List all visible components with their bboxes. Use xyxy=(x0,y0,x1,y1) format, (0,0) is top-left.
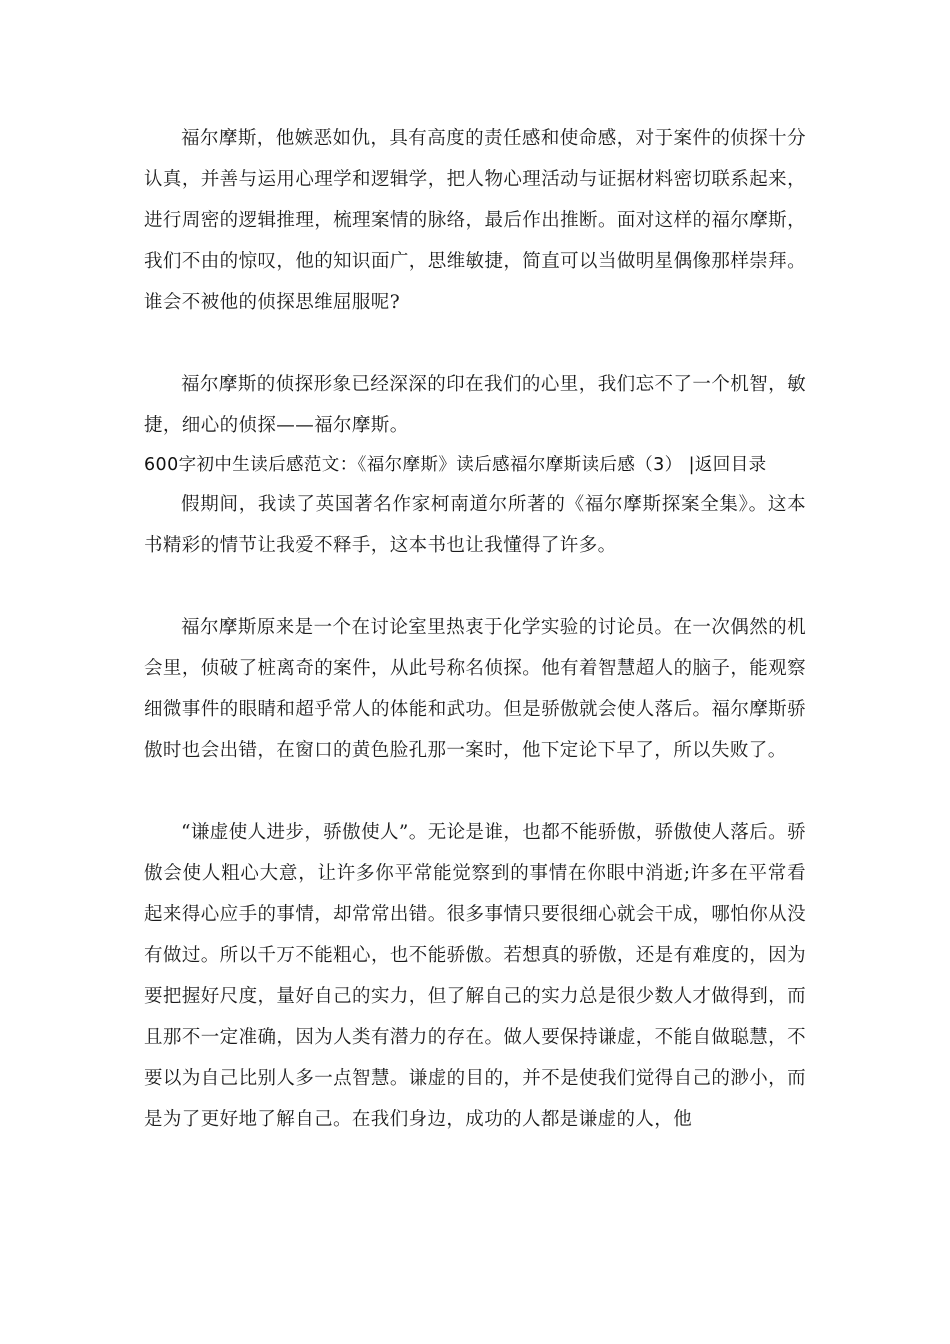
heading-separator: | xyxy=(688,455,695,475)
paragraph-holmes-character: 福尔摩斯，他嫉恶如仇，具有高度的责任感和使命感，对于案件的侦探十分认真，并善与运用心理学和逻辑学，把人物心理活动与证据材料密切联系起来，进行周密的逻辑推理，梳理案情的脉络，最后作出推断。面对这样的福尔摩斯，我们不由的惊叹，他的知识面广，思维敏捷，简直可以当做明星偶像那样崇拜。谁会不被他的侦探思维屈服呢? xyxy=(144,128,806,313)
back-to-contents-link[interactable]: 返回目录 xyxy=(694,455,767,475)
paragraph-holmes-impression: 福尔摩斯的侦探形象已经深深的印在我们的心里，我们忘不了一个机智，敏捷，细心的侦探——福尔摩斯。 xyxy=(144,374,806,436)
paragraph-spacer xyxy=(144,771,806,812)
section-heading-title: 600字初中生读后感范文：《福尔摩斯》读后感福尔摩斯读后感（3） xyxy=(144,455,683,475)
paragraph-modesty: “谦虚使人进步，骄傲使人”。无论是谁，也都不能骄傲，骄傲使人落后。骄傲会使人粗心大意，让许多你平常能觉察到的事情在你眼中消逝;许多在平常看起来得心应手的事情，却常常出错。很多事情只要很细心就会干成，哪怕你从没有做过。所以千万不能粗心，也不能骄傲。若想真的骄傲，还是有难度的，因为要把握好尺度，量好自己的实力，但了解自己的实力总是很少数人才做得到，而且那不一定准确，因为人类有潜力的存在。做人要保持谦虚，不能自做聪慧，不要以为自己比别人多一点智慧。谦虚的目的，并不是使我们觉得自己的渺小，而是为了更好地了解自己。在我们身边，成功的人都是谦虚的人，他 xyxy=(144,822,806,1130)
paragraph-spacer xyxy=(144,566,806,607)
paragraph-holmes-background: 福尔摩斯原来是一个在讨论室里热衷于化学实验的讨论员。在一次偶然的机会里，侦破了桩离奇的案件，从此号称名侦探。他有着智慧超人的脑子，能观察细微事件的眼睛和超乎常人的体能和武功。但是骄傲就会使人落后。福尔摩斯骄傲时也会出错，在窗口的黄色脸孔那一案时，他下定论下早了，所以失败了。 xyxy=(144,617,806,761)
paragraph-spacer xyxy=(144,323,806,364)
section-heading xyxy=(144,446,806,484)
document-body xyxy=(144,118,806,1140)
paragraph-reading-intro: 假期间，我读了英国著名作家柯南道尔所著的《福尔摩斯探案全集》。这本书精彩的情节让我爱不释手，这本书也让我懂得了许多。 xyxy=(144,494,806,556)
